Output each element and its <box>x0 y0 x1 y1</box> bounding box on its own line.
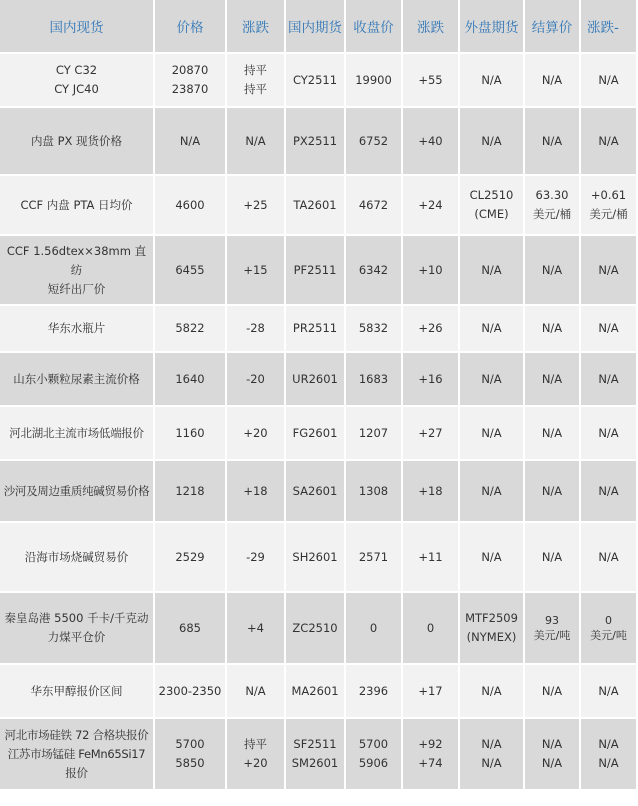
cell-line: 2300-2350 <box>158 683 222 698</box>
spot-price-cell <box>155 593 225 663</box>
cell-line: PR2511 <box>292 321 338 335</box>
cell-line: 沿海市场烧碱贸易价 <box>24 549 129 564</box>
foreign-future-cell <box>460 665 523 717</box>
cell-line: N/A <box>481 683 502 698</box>
foreign-future-cell <box>460 236 523 304</box>
cell-line: N/A <box>598 549 619 564</box>
cell-line: +18 <box>418 483 443 498</box>
settle-price-cell <box>525 108 579 174</box>
cell-line: 4600 <box>175 197 205 212</box>
foreign-future-cell <box>460 523 523 591</box>
spot-name-cell <box>0 407 153 459</box>
cell-line: 93 <box>545 614 559 627</box>
spot-change-cell <box>227 593 284 663</box>
cell-line: CL2510 <box>469 188 514 202</box>
cell-line: N/A <box>481 262 502 277</box>
cell-line: +26 <box>418 321 443 335</box>
cell-line: 0 <box>426 620 435 635</box>
table-row <box>0 719 636 789</box>
spot-name-cell <box>0 523 153 591</box>
cell-line: SF2511 <box>293 737 337 751</box>
cell-line: +20 <box>243 756 268 770</box>
spot-price-cell <box>155 665 225 717</box>
cell-line: 华东甲醇报价区间 <box>30 683 123 698</box>
spot-price-cell <box>155 407 225 459</box>
cell-line: +25 <box>243 197 268 212</box>
cell-line: +92 <box>418 737 443 751</box>
settle-price-cell <box>525 54 579 106</box>
spot-name-cell <box>0 108 153 174</box>
table-row <box>0 306 636 351</box>
spot-change-cell <box>227 236 284 304</box>
spot-name-cell <box>0 54 153 106</box>
cell-line: N/A <box>481 371 502 386</box>
cell-line: 23870 <box>171 82 209 96</box>
spot-price-cell <box>155 523 225 591</box>
spot-name-cell <box>0 461 153 521</box>
cell-line: 江苏市场锰硅 FeMn65Si17 <box>7 746 146 761</box>
settle-change-cell <box>581 306 636 351</box>
settle-change-cell <box>581 523 636 591</box>
cell-line: 河北湖北主流市场低端报价 <box>9 425 144 440</box>
cell-line: N/A <box>481 321 502 335</box>
cell-line: 1218 <box>175 483 205 498</box>
future-close-cell <box>346 108 401 174</box>
future-code-cell <box>286 108 344 174</box>
settle-change-cell <box>581 353 636 405</box>
future-close-cell <box>346 54 401 106</box>
cell-line: N/A <box>598 72 619 87</box>
foreign-future-cell <box>460 353 523 405</box>
table-row <box>0 461 636 521</box>
header-foreign: 外盘期货 <box>460 0 523 52</box>
future-change-cell <box>403 523 458 591</box>
cell-line: N/A <box>541 133 563 148</box>
settle-price-cell <box>525 719 579 789</box>
cell-line: N/A <box>481 133 502 148</box>
cell-line: CY C32 <box>55 63 98 77</box>
table-row <box>0 593 636 663</box>
cell-line: +11 <box>418 549 443 564</box>
settle-change-cell <box>581 407 636 459</box>
cell-line: 5700 <box>358 737 389 751</box>
cell-line: N/A <box>598 737 619 751</box>
cell-line: 美元/吨 <box>590 629 627 642</box>
cell-line: N/A <box>541 262 563 277</box>
future-change-cell <box>403 461 458 521</box>
cell-line: 持平 <box>244 63 267 77</box>
cell-line: -20 <box>246 371 265 386</box>
cell-line: N/A <box>541 425 563 440</box>
cell-line: +24 <box>418 197 443 212</box>
settle-change-cell <box>581 593 636 663</box>
cell-line: N/A <box>598 756 619 770</box>
spot-name-cell <box>0 306 153 351</box>
cell-line: N/A <box>541 371 563 386</box>
settle-price-cell <box>525 176 579 234</box>
future-code-cell <box>286 523 344 591</box>
cell-line: PF2511 <box>293 262 337 277</box>
spot-change-cell <box>227 54 284 106</box>
cell-line: N/A <box>598 483 619 498</box>
foreign-future-cell <box>460 407 523 459</box>
cell-line: N/A <box>481 549 502 564</box>
future-close-cell <box>346 665 401 717</box>
future-change-cell <box>403 593 458 663</box>
cell-line: 685 <box>179 620 201 635</box>
cell-line: CCF 1.56dtex×38mm 直纺 <box>6 243 147 277</box>
cell-line: N/A <box>245 133 266 148</box>
future-change-cell <box>403 353 458 405</box>
cell-line: (CME) <box>474 207 509 221</box>
table-row <box>0 665 636 717</box>
cell-line: 5822 <box>175 321 205 335</box>
settle-price-cell <box>525 306 579 351</box>
future-code-cell <box>286 353 344 405</box>
future-close-cell <box>346 593 401 663</box>
cell-line: -28 <box>246 321 265 335</box>
cell-line: N/A <box>541 549 563 564</box>
future-change-cell <box>403 719 458 789</box>
cell-line: 6752 <box>358 133 389 148</box>
cell-line: +20 <box>243 425 268 440</box>
cell-line: CCF 内盘 PTA 日均价 <box>20 197 133 212</box>
future-code-cell <box>286 665 344 717</box>
future-change-cell <box>403 306 458 351</box>
cell-line: SA2601 <box>292 483 338 498</box>
cell-line: 5906 <box>358 756 389 770</box>
future-close-cell <box>346 236 401 304</box>
cell-line: 4672 <box>358 197 389 212</box>
cell-line: +18 <box>243 483 268 498</box>
cell-line: N/A <box>598 683 619 698</box>
cell-line: 沙河及周边重质纯碱贸易价格 <box>3 483 150 498</box>
cell-line: 1308 <box>358 483 389 498</box>
cell-line: N/A <box>598 133 619 148</box>
settle-change-cell <box>581 54 636 106</box>
spot-price-cell <box>155 176 225 234</box>
table-row <box>0 108 636 174</box>
cell-line: 5832 <box>358 321 389 335</box>
cell-line: +55 <box>418 72 443 87</box>
header-close: 收盘价 <box>346 0 401 52</box>
cell-line: UR2601 <box>292 371 338 386</box>
cell-line: CY2511 <box>292 72 338 87</box>
cell-line: 华东水瓶片 <box>47 321 106 335</box>
future-close-cell <box>346 719 401 789</box>
spot-change-cell <box>227 461 284 521</box>
foreign-future-cell <box>460 108 523 174</box>
cell-line: (NYMEX) <box>466 630 517 644</box>
future-code-cell <box>286 236 344 304</box>
cell-line: 5700 <box>175 737 205 751</box>
future-close-cell <box>346 523 401 591</box>
settle-change-cell <box>581 461 636 521</box>
spot-change-cell <box>227 665 284 717</box>
future-change-cell <box>403 54 458 106</box>
cell-line: SM2601 <box>291 756 339 770</box>
future-close-cell <box>346 306 401 351</box>
foreign-future-cell <box>460 176 523 234</box>
cell-line: 短纤出厂价 <box>47 281 106 296</box>
cell-line: MTF2509 <box>465 611 518 625</box>
cell-line: N/A <box>541 737 563 751</box>
cell-line: 内盘 PX 现货价格 <box>30 133 123 148</box>
future-close-cell <box>346 353 401 405</box>
future-code-cell <box>286 176 344 234</box>
cell-line: N/A <box>598 262 619 277</box>
cell-line: 5850 <box>175 756 205 770</box>
foreign-future-cell <box>460 593 523 663</box>
header-change: 涨跌 <box>227 0 284 52</box>
cell-line: 美元/桶 <box>532 207 572 221</box>
cell-line: 20870 <box>171 63 209 77</box>
cell-line: +17 <box>418 683 443 698</box>
future-change-cell <box>403 407 458 459</box>
cell-line: 1160 <box>175 425 205 440</box>
cell-line: PX2511 <box>292 133 338 148</box>
spot-name-cell <box>0 593 153 663</box>
header-settle: 结算价 <box>525 0 579 52</box>
future-code-cell <box>286 719 344 789</box>
cell-line: 美元/吨 <box>533 629 571 642</box>
cell-line: 秦皇岛港 5500 千卡/千克动 <box>4 611 149 625</box>
settle-price-cell <box>525 593 579 663</box>
header-settle-change: 涨跌- <box>581 0 636 52</box>
spot-name-cell <box>0 665 153 717</box>
cell-line: N/A <box>541 483 563 498</box>
cell-line: N/A <box>541 683 563 698</box>
foreign-future-cell <box>460 54 523 106</box>
cell-line: +40 <box>418 133 443 148</box>
cell-line: FG2601 <box>292 425 338 440</box>
settle-price-cell <box>525 665 579 717</box>
cell-line: 2571 <box>358 549 389 564</box>
spot-change-cell <box>227 108 284 174</box>
header-price: 价格 <box>155 0 225 52</box>
cell-line: N/A <box>179 133 201 148</box>
cell-line: 0 <box>369 620 378 635</box>
cell-line: N/A <box>481 72 502 87</box>
future-change-cell <box>403 176 458 234</box>
spot-price-cell <box>155 461 225 521</box>
table-row <box>0 236 636 304</box>
foreign-future-cell <box>460 306 523 351</box>
cell-line: 美元/桶 <box>589 207 628 221</box>
spot-change-cell <box>227 523 284 591</box>
table-row <box>0 523 636 591</box>
settle-change-cell <box>581 665 636 717</box>
spot-change-cell <box>227 306 284 351</box>
cell-line: 报价 <box>65 765 88 780</box>
cell-line: +10 <box>418 262 443 277</box>
cell-line: N/A <box>481 483 502 498</box>
cell-line: 山东小颗粒尿素主流价格 <box>13 371 140 386</box>
spot-change-cell <box>227 407 284 459</box>
cell-line: 1683 <box>358 371 389 386</box>
cell-line: 6455 <box>175 262 205 277</box>
settle-price-cell <box>525 461 579 521</box>
cell-line: 0 <box>605 614 612 627</box>
spot-price-cell <box>155 54 225 106</box>
cell-line: 持平 <box>244 737 267 751</box>
cell-line: MA2601 <box>291 683 339 698</box>
cell-line: N/A <box>598 371 619 386</box>
settle-price-cell <box>525 523 579 591</box>
future-close-cell <box>346 407 401 459</box>
cell-line: 2396 <box>358 683 389 698</box>
table-row <box>0 176 636 234</box>
cell-line: N/A <box>541 321 563 335</box>
spot-name-cell <box>0 176 153 234</box>
cell-line: 63.30 <box>535 188 569 202</box>
spot-price-cell <box>155 236 225 304</box>
spot-name-cell <box>0 353 153 405</box>
spot-name-cell <box>0 236 153 304</box>
cell-line: +74 <box>418 756 443 770</box>
cell-line: CY JC40 <box>54 82 99 96</box>
spot-price-cell <box>155 353 225 405</box>
table-row <box>0 407 636 459</box>
cell-line: 6342 <box>358 262 389 277</box>
settle-price-cell <box>525 236 579 304</box>
cell-line: 2529 <box>175 549 205 564</box>
table-row <box>0 54 636 106</box>
cell-line: N/A <box>598 321 619 335</box>
future-code-cell <box>286 407 344 459</box>
future-code-cell <box>286 54 344 106</box>
spot-change-cell <box>227 176 284 234</box>
header-future-change: 涨跌 <box>403 0 458 52</box>
future-code-cell <box>286 593 344 663</box>
future-change-cell <box>403 236 458 304</box>
cell-line: 1207 <box>358 425 389 440</box>
future-close-cell <box>346 176 401 234</box>
cell-line: SH2601 <box>292 549 338 564</box>
cell-line: 河北市场硅铁 72 合格块报价 <box>4 727 149 742</box>
settle-change-cell <box>581 176 636 234</box>
table-row <box>0 353 636 405</box>
cell-line: N/A <box>598 425 619 440</box>
cell-line: -29 <box>246 549 265 564</box>
foreign-future-cell <box>460 461 523 521</box>
header-spot: 国内现货 <box>0 0 153 52</box>
cell-line: N/A <box>481 756 502 770</box>
header-future: 国内期货 <box>286 0 344 52</box>
spot-change-cell <box>227 719 284 789</box>
settle-price-cell <box>525 407 579 459</box>
cell-line: N/A <box>541 756 563 770</box>
foreign-future-cell <box>460 719 523 789</box>
settle-price-cell <box>525 353 579 405</box>
future-close-cell <box>346 461 401 521</box>
header-row <box>0 0 636 52</box>
cell-line: +15 <box>243 262 268 277</box>
cell-line: 力煤平仓价 <box>47 630 106 644</box>
settle-change-cell <box>581 719 636 789</box>
spot-price-cell <box>155 108 225 174</box>
cell-line: 19900 <box>355 72 392 87</box>
spot-price-cell <box>155 719 225 789</box>
cell-line: TA2601 <box>293 197 337 212</box>
cell-line: 持平 <box>244 82 267 96</box>
cell-line: +16 <box>418 371 443 386</box>
future-code-cell <box>286 306 344 351</box>
future-change-cell <box>403 665 458 717</box>
cell-line: ZC2510 <box>292 620 338 635</box>
cell-line: 1640 <box>175 371 205 386</box>
cell-line: N/A <box>541 72 563 87</box>
cell-line: N/A <box>481 737 502 751</box>
spot-name-cell <box>0 719 153 789</box>
cell-line: N/A <box>245 683 266 698</box>
settle-change-cell <box>581 108 636 174</box>
spot-price-cell <box>155 306 225 351</box>
cell-line: +4 <box>247 620 264 635</box>
settle-change-cell <box>581 236 636 304</box>
future-change-cell <box>403 108 458 174</box>
cell-line: N/A <box>481 425 502 440</box>
cell-line: +0.61 <box>590 188 627 202</box>
cell-line: +27 <box>418 425 443 440</box>
spot-change-cell <box>227 353 284 405</box>
future-code-cell <box>286 461 344 521</box>
